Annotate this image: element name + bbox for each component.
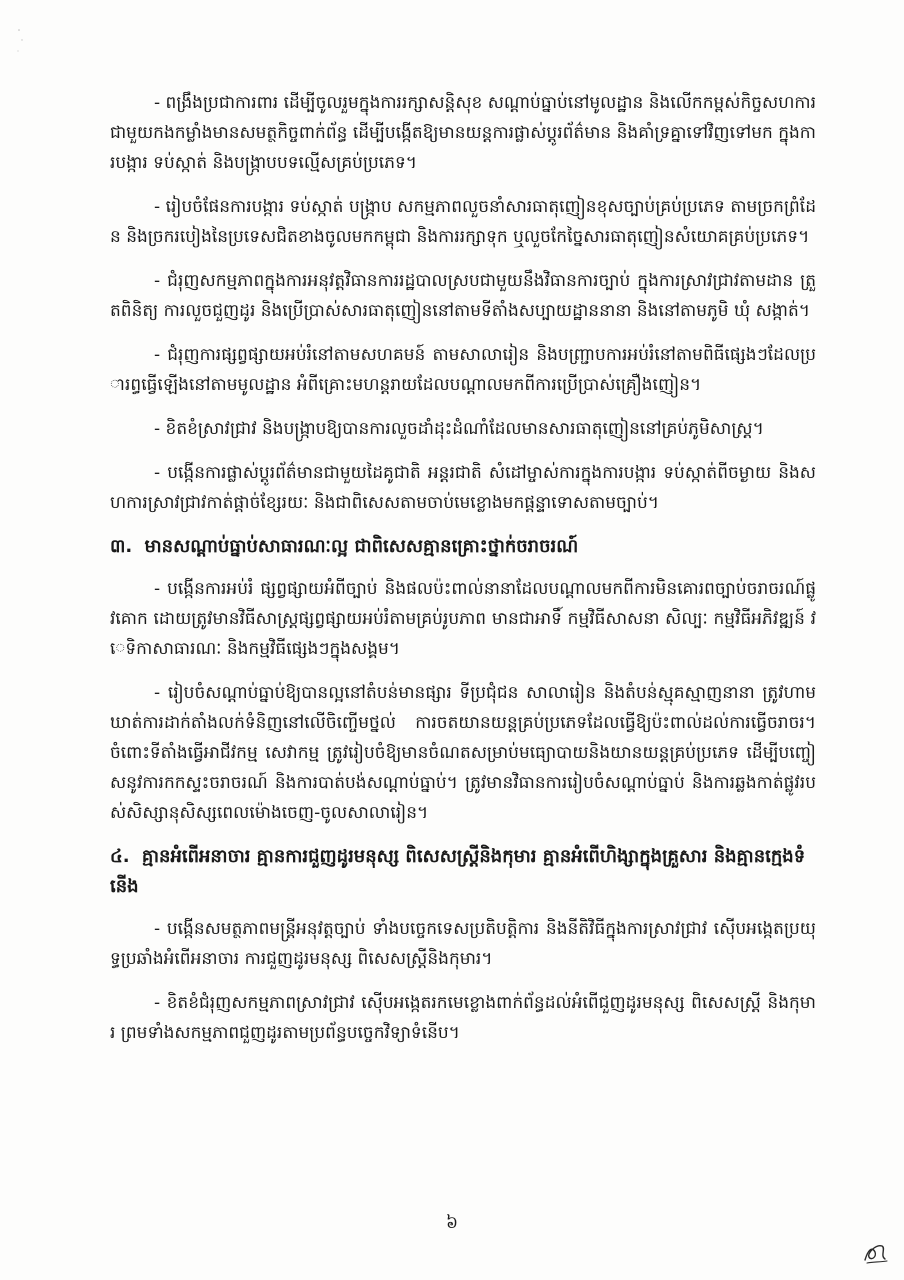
paragraph-border-drug-plan: - រៀបចំផែនការបង្ការ ទប់ស្កាត់ បង្ក្រាប សកម្មភាពលួចនាំសារធាតុញៀនខុសច្បាប់គ្រប់ប្រភេទ តាមច្រកព្រំដែន និងច្រករបៀងនៃប្រទេសជិតខាងចូលមកកម្ពុជា និងការរក្សាទុក ឬលួចកែច្នៃសារធាតុញៀនសំយោគគ្រប់ប្រភេទ។ <box>110 197 816 247</box>
paragraph-information-exchange: - បង្កើនការផ្លាស់ប្តូរព័ត៌មានជាមួយដៃគូជាតិ អន្តរជាតិ សំដៅម្ចាស់ការក្នុងការបង្ការ ទប់ស្កាត់ពីចម្ងាយ និងសហការស្រាវជ្រាវកាត់ផ្តាច់ខ្សែរយៈ និងជាពិសេសតាមចាប់មេខ្លោងមកផ្តន្ទាទោសតាមច្បាប់។ <box>110 463 816 513</box>
paragraph-community-education: - ជំរុញការផ្សព្វផ្សាយអប់រំនៅតាមសហគមន៍ តាមសាលារៀន និងបញ្ជ្រាបការអប់រំនៅតាមពិធីផ្សេងៗដែលប្រារព្ធធ្វើឡើងនៅតាមមូលដ្ឋាន អំពីគ្រោះមហន្តរាយដែលបណ្តាលមកពីការប្រើប្រាស់គ្រឿងញៀន។ <box>110 345 816 395</box>
section-title-3: មានសណ្តាប់ធ្នាប់សាធារណៈល្អ ជាពិសេសគ្មានគ្រោះថ្នាក់ចរាចរណ៍ <box>144 536 579 557</box>
section-number-3: ៣. <box>110 536 133 557</box>
document-body <box>110 88 816 1062</box>
paragraph-officer-capacity: - បង្កើនសមត្ថភាពមន្ត្រីអនុវត្តច្បាប់ ទាំងបច្ចេកទេសប្រតិបត្តិការ និងនីតិវិធីក្នុងការស្រាវជ្រាវ ស៊ើបអង្កេតប្រយុទ្ធប្រឆាំងអំពើអនាចារ ការជួញដូរមនុស្ស ពិសេសស្ត្រីនិងកុមារ។ <box>110 919 816 969</box>
page-number: ៦ <box>445 1213 459 1233</box>
paragraph-trafficking-investigation: - ខិតខំជំរុញសកម្មភាពស្រាវជ្រាវ ស៊ើបអង្កេតរកមេខ្លោងពាក់ព័ន្ធដល់អំពើជួញដូរមនុស្ស ពិសេសស្ត្រី និងកុមារ ព្រមទាំងសកម្មភាពជួញដូរតាមប្រព័ន្ធបច្ចេកវិទ្យាទំនើប។ <box>110 993 816 1043</box>
scan-speck-marks <box>16 26 26 56</box>
section-heading-4 <box>110 842 816 902</box>
section-number-4: ៤. <box>110 846 130 867</box>
section-title-4: គ្មានអំពើអនាចារ គ្មានការជួញដូរមនុស្ស ពិសេសស្ត្រីនិងកុមារ គ្មានអំពើហិង្សាក្នុងគ្រួសារ និងគ្មានក្មេងទំនើង <box>110 846 806 897</box>
paragraph-drug-cultivation: - ខិតខំស្រាវជ្រាវ និងបង្ក្រាបឱ្យបានការលួចដាំដុះដំណាំដែលមានសារធាតុញៀននៅគ្រប់ភូមិសាស្ត្រ។ <box>154 419 764 439</box>
paragraph-community-defense: - ពង្រឹងប្រជាការពារ ដើម្បីចូលរួមក្នុងការរក្សាសន្តិសុខ សណ្តាប់ធ្នាប់នៅមូលដ្ឋាន និងលើកកម្ពស់កិច្ចសហការជាមួយកងកម្លាំងមានសមត្ថកិច្ចពាក់ព័ន្ធ ដើម្បីបង្កើតឱ្យមានយន្តការផ្លាស់ប្តូរព័ត៌មាន និងគាំទ្រគ្នាទៅវិញទៅមក ក្នុងការបង្ការ ទប់ស្កាត់ និងបង្ក្រាបបទល្មើសគ្រប់ប្រភេទ។ <box>110 93 817 173</box>
paragraph-administrative-measures: - ជំរុញសកម្មភាពក្នុងការអនុវត្តវិធានការរដ្ឋបាលស្របជាមួយនឹងវិធានការច្បាប់ ក្នុងការស្រាវជ្រាវតាមដាន ត្រួតពិនិត្យ ការលួចជួញដូរ និងប្រើប្រាស់សារធាតុញៀននៅតាមទីតាំងសប្បាយដ្ឋាននានា និងនៅតាមភូមិ ឃុំ សង្កាត់។ <box>110 271 816 321</box>
initials-signature <box>862 1240 890 1266</box>
section-heading-3 <box>110 532 816 562</box>
paragraph-public-order: - រៀបចំសណ្តាប់ធ្នាប់ឱ្យបានល្អនៅតំបន់មានផ្សារ ទីប្រជុំជន សាលារៀន និងតំបន់ស្មុគស្មាញនានា ត្រូវហាមឃាត់ការដាក់តាំងលក់ទំនិញនៅលើចិញ្ចើមថ្នល់ ការចតយានយន្តគ្រប់ប្រភេទដែលធ្វើឱ្យប៉ះពាល់ដល់ការធ្វើចរាចរ។ ចំពោះទីតាំងធ្វើអាជីវកម្ម សេវាកម្ម ត្រូវរៀបចំឱ្យមានចំណតសម្រាប់មធ្យោបាយនិងយានយន្តគ្រប់ប្រភេទ ដើម្បីបញ្ចៀសនូវការកកស្ទះចរាចរណ៍ និងការបាត់បង់សណ្តាប់ធ្នាប់។ ត្រូវមានវិធានការរៀបចំសណ្តាប់ធ្នាប់ និងការឆ្លងកាត់ផ្លូវរបស់សិស្សានុសិស្សពេលម៉ោងចេញ-ចូលសាលារៀន។ <box>110 683 816 823</box>
paragraph-traffic-education: - បង្កើនការអប់រំ ផ្សព្វផ្សាយអំពីច្បាប់ និងផលប៉ះពាល់នានាដែលបណ្តាលមកពីការមិនគោរពច្បាប់ចរាចរណ៍ផ្លូវគោក ដោយត្រូវមានវិធីសាស្ត្រផ្សព្វផ្សាយអប់រំតាមគ្រប់រូបភាព មានជាអាទិ៍ កម្មវិធីសាសនា សិល្បៈ កម្មវិធីអភិវឌ្ឍន៍ វេទិកាសាធារណៈ និងកម្មវិធីផ្សេងៗក្នុងសង្គម។ <box>110 579 816 659</box>
